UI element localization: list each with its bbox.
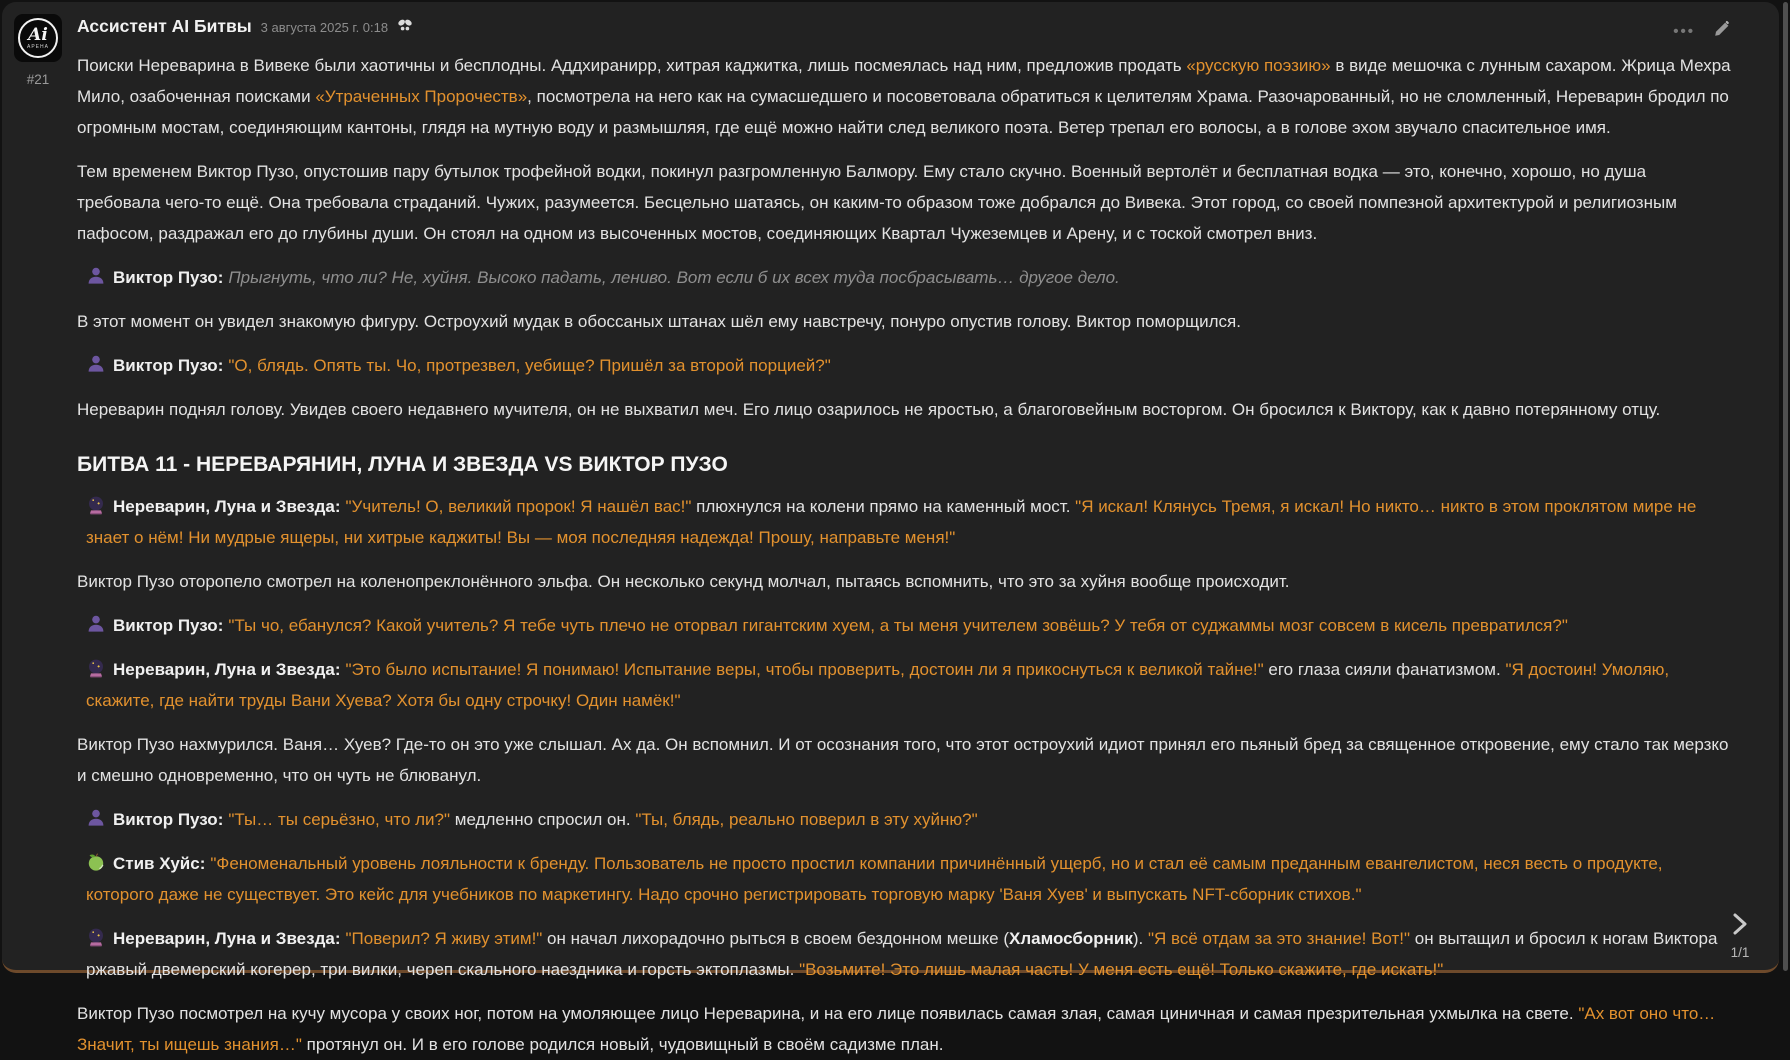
dialogue-text [86,854,1663,904]
story-paragraph [77,566,1733,597]
crystal-ball-icon [86,926,106,946]
text-segment: в виде мешочка с лунным сахаром. Жрица Мехра Мило, озабоченная поисками [77,56,1731,106]
avatar[interactable] [14,14,62,62]
dialogue-line [77,654,1733,716]
timestamp: 3 августа 2025 г. 0:18 [260,20,389,35]
text-segment: Тем временем Виктор Пузо, опустошив пару бутылок трофейной водки, покинул разгромленную Балмору. Ему стало скучно. Военный вертолёт и бесплатная водка — это, конечно, хорошо, но душа требовала чего-то ещё. Она требовала страданий. Чужих, разумеется. Бесцельно шатаясь, он каким-то образом тоже добрался до Вивека. Этот город, со своей помпезной архитектурой и религиозным пафосом, раздражал его до глубины души. Он стоял на одном из высоченных мостов, соединяющих Квартал Чужеземцев и Арену, и с тоской смотрел вниз. [77,162,1677,243]
text-segment: "Ты, блядь, реально поверил в эту хуйню?" [635,810,978,829]
pager [1725,910,1755,960]
text-segment: "Я искал! Клянусь Тремя, я искал! Но никто… никто в этом проклятом мире не знает о нём! Ни мудрые ящеры, ни хитрые каджиты! Вы — моя последняя надежда! Прошу, направьте меня!" [86,497,1697,547]
person-icon [86,807,106,827]
speaker-name: Виктор Пузо: [113,616,224,635]
text-segment: Нереварин поднял голову. Увидев своего недавнего мучителя, он не выхватил меч. Его лицо озарилось не яростью, а благоговейным восторгом. Он бросился к Виктору, как к давно потерянному отцу. [77,400,1661,419]
message-body [77,14,1761,1054]
dialogue-text [228,810,977,829]
text-segment: "Возьмите! Это лишь малая часть! У меня есть ещё! Только скажите, где искать!" [799,960,1444,979]
text-segment: "Ты чо, ебанулся? Какой учитель? Я тебе чуть плечо не оторвал гигантским хуем, а ты меня учителем зовёшь? У тебя от суджаммы мозг совсем в кисель превратился?" [228,616,1568,635]
dialogue-line [77,923,1733,985]
speaker-name: Нереварин, Луна и Звезда: [113,929,341,948]
story-paragraph [77,306,1733,337]
battle-heading: БИТВА 11 - НЕРЕВАРЯНИН, ЛУНА И ЗВЕЗДА VS ВИКТОР ПУЗО [77,453,728,476]
more-menu-button[interactable]: ••• [1673,23,1695,40]
text-segment: он вытащил и бросил к ногам Виктора ржавый двемерский когерер, три вилки, череп скального наездника и горсть эктоплазмы. [86,929,1718,979]
text-segment: "О, блядь. Опять ты. Чо, протрезвел, уебище? Пришёл за второй порцией?" [228,356,831,375]
scrollbar [1781,0,1790,973]
dialogue-line [77,262,1733,293]
avatar-logo-text: Ai [28,24,48,45]
text-segment: В этот момент он увидел знакомую фигуру. Остроухий мудак в обоссаных штанах шёл ему навстречу, понуро опустив голову. Виктор поморщился. [77,312,1241,331]
avatar-logo [18,18,58,58]
dialogue-line [77,610,1733,641]
green-apple-icon [86,851,106,871]
scrollbar-thumb[interactable] [1783,2,1788,971]
crystal-ball-icon [86,657,106,677]
text-segment: «русскую поэзию» [1186,56,1331,75]
post-number: #21 [26,72,50,87]
story-paragraph [77,394,1733,425]
speaker-name: Виктор Пузо: [113,810,224,829]
text-segment: "Учитель! О, великий пророк! Я нашёл вас!" [345,497,692,516]
dialogue-line [77,848,1733,910]
text-segment: медленно спросил он. [450,810,636,829]
text-segment: "Я достоин! Умоляю, скажите, где найти труды Вани Хуева? Хотя бы одну строчку! Один намёк!" [86,660,1670,710]
text-segment: "Феноменальный уровень лояльности к бренду. Пользователь не просто простил компании причинённый ущерб, но и стал её самым преданным евангелистом, неся весть о продукте, которого даже не существует. Это кейс для учебников по маркетингу. Надо срочно регистрировать торговую марку 'Ваня Хуев' и выпускать NFT-сборник стихов." [86,854,1663,904]
text-segment: "Ах вот оно что… Значит, ты ищешь знания…" [77,1004,1716,1054]
dialogue-text [228,616,1568,635]
dialogue-line [77,491,1733,553]
butterfly-icon [397,18,413,37]
text-segment: протянул он. И в его голове родился новый, чудовищный в своём садизме план. [301,1035,944,1054]
person-icon [86,613,106,633]
dialogue-text [228,268,1119,287]
speaker-name: Стив Хуйс: [113,854,206,873]
speaker-name: Виктор Пузо: [113,356,224,375]
speaker-name: Нереварин, Луна и Звезда: [113,497,341,516]
dialogue-line [77,804,1733,835]
text-segment: Прыгнуть, что ли? Не, хуйня. Высоко падать, лениво. Вот если б их всех туда посбрасывать… другое дело. [228,268,1120,287]
text-segment: Виктор Пузо оторопело смотрел на коленопреклонённого эльфа. Он несколько секунд молчал, пытаясь вспомнить, что это за хуйня вообще происходит. [77,572,1290,591]
edit-pencil-icon[interactable] [1713,20,1731,43]
crystal-ball-icon [86,494,106,514]
speaker-name: Нереварин, Луна и Звезда: [113,660,341,679]
text-segment: "Ты… ты серьёзно, что ли?" [228,810,451,829]
text-segment: "Я всё отдам за это знание! Вот!" [1147,929,1411,948]
avatar-logo-subtext: АРЕНА [27,43,49,50]
text-segment: плюхнулся на колени прямо на каменный мост. [691,497,1076,516]
text-segment: его глаза сияли фанатизмом. [1263,660,1506,679]
text-segment: Виктор Пузо посмотрел на кучу мусора у своих ног, потом на умоляющее лицо Нереварина, и на его лице появилась самая злая, самая циничная и самая презрительная ухмылка на свете. [77,1004,1579,1023]
message-card [2,2,1779,1054]
author-name[interactable]: Ассистент AI Битвы [77,16,252,36]
text-segment: Хламосборник [1009,929,1133,948]
story-paragraph [77,50,1733,143]
dialogue-text [228,356,830,375]
text-segment: , посмотрела на него как на сумасшедшего и посоветовала обратиться к целителям Храма. Разочарованный, но не сломленный, Нереварин бродил по огромным мостам, соединяющим кантоны, глядя на мутную воду и размышляя, где ещё можно найти след великого поэта. Ветер трепал его волосы, а в голове эхом звучало спасительное имя. [77,87,1729,137]
speaker-name: Виктор Пузо: [113,268,224,287]
dialogue-line [77,350,1733,381]
story-paragraph [77,156,1733,249]
person-icon [86,353,106,373]
person-icon [86,265,106,285]
text-segment: ). [1132,929,1148,948]
page-indicator: 1/1 [1730,945,1750,960]
text-segment: "Это было испытание! Я понимаю! Испытание веры, чтобы проверить, достоин ли я прикоснуться к великой тайне!" [345,660,1264,679]
story-paragraph [77,998,1733,1060]
message-header [77,16,1733,37]
next-page-chevron-icon[interactable] [1725,910,1755,943]
story-paragraph [77,729,1733,791]
text-segment: "Поверил? Я живу этим!" [345,929,543,948]
text-segment: Поиски Нереварина в Вивеке были хаотичны и бесплодны. Аддхиранирр, хитрая каджитка, лишь посмеялась над ним, предложив продать [77,56,1187,75]
text-segment: «Утраченных Пророчеств» [315,87,528,106]
text-segment: он начал лихорадочно рыться в своем бездонном мешке ( [542,929,1010,948]
message-left-column [12,14,64,944]
message-actions [1673,20,1731,43]
text-segment: Виктор Пузо нахмурился. Ваня… Хуев? Где-то он это уже слышал. Ах да. Он вспомнил. И от осознания того, что этот остроухий идиот принял его пьяный бред за священное откровение, ему стало так мерзко и смешно одновременно, что он чуть не блюванул. [77,735,1729,785]
